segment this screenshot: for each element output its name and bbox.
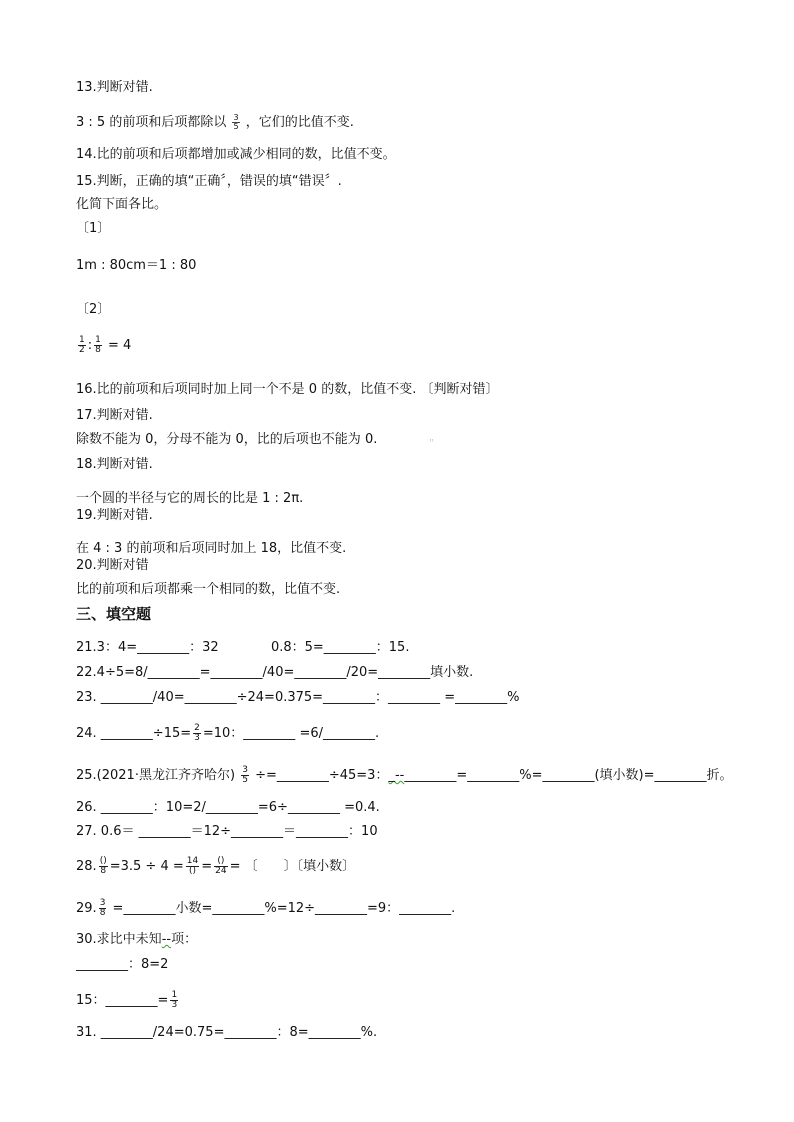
q15-part2-label: 〔2〕 — [76, 302, 111, 317]
q29: 29. $\frac{3}{8}$ =________小数=________%=12÷________=9：________. — [76, 898, 456, 918]
q30-fraction: $\frac{1}{3}$ — [171, 990, 178, 1010]
q19-title: 19.判断对错. — [76, 508, 153, 523]
q29-fraction: $\frac{3}{8}$ — [99, 898, 106, 918]
section-3-heading: 三、填空题 — [76, 605, 152, 623]
q20-title: 20.判断对错 — [76, 558, 149, 573]
q30-line-1: ________：8=2 — [76, 957, 169, 972]
q23: 23. ________/40=________÷24=0.375=________：________ =________% — [76, 690, 520, 705]
q30-title: 30.求比中未知--项： — [76, 932, 198, 947]
q21-part-b: 0.8：5=________：15. — [270, 640, 410, 655]
q21 — [76, 640, 409, 656]
q15-title: 15.判断，正确的填“正确〞，错误的填“错误〞. — [76, 174, 342, 189]
q27: 27. 0.6＝ ________＝12÷________＝________：10 — [76, 824, 378, 839]
q24: 24. ________÷15= $\frac{2}{3}$ =10：________ =6/________. — [76, 723, 380, 743]
q22: 22.4÷5=8/________=________/40=________/20=________填小数. — [76, 665, 474, 680]
q28-frac-1: $\frac{()}{8}$ — [99, 856, 107, 876]
q16-title: 16.比的前项和后项同时加上同一个不是 0 的数，比值不变. 〔判断对错〕 — [76, 382, 499, 397]
q14-title: 14.比的前项和后项都增加或减少相同的数，比值不变。 — [76, 147, 396, 162]
q25: 25.(2021·黑龙江齐齐哈尔) $\frac{3}{5}$ ÷=________÷45=3：_--________=________%=________(填小数)=________折。 — [76, 765, 733, 785]
q15-frac-eighth: $\frac{1}{8}$ — [95, 335, 101, 355]
q15-part1-expr: 1m : 80cm＝1 : 80 — [76, 258, 197, 273]
q25-fraction: $\frac{3}{5}$ — [242, 765, 248, 785]
q17-body: 除数不能为 0，分母不能为 0，比的后项也不能为 0. — [76, 432, 378, 447]
q28: 28. $\frac{()}{8}$ =3.5 ÷ 4 = $\frac{14}{()}$ = $\frac{()}{24}$ = 〔 〕〔填小数〕 — [76, 856, 356, 876]
q15-intro: 化简下面各比。 — [76, 197, 168, 212]
q18-title: 18.判断对错. — [76, 457, 153, 472]
q17-title: 17.判断对错. — [76, 408, 153, 423]
q28-frac-3: $\frac{()}{24}$ — [215, 856, 227, 876]
q26: 26. ________：10=2/________=6÷________ =0.4. — [76, 800, 380, 815]
q21-part-a: 21.3：4=________：32 — [76, 640, 219, 655]
q31: 31. ________/24=0.75=________：8=________%. — [76, 1025, 378, 1040]
q17-tag: [ ] — [430, 438, 434, 442]
q18-body: 一个圆的半径与它的周长的比是 1 : 2π. — [76, 491, 304, 506]
q15-part2-expr: $\frac{1}{2}$ : $\frac{1}{8}$ = 4 — [79, 335, 132, 355]
q19-body: 在 4 : 3 的前项和后项同时加上 18，比值不变. — [76, 541, 347, 556]
q13-statement — [76, 114, 354, 131]
q28-frac-2: $\frac{14}{()}$ — [186, 856, 199, 876]
q13-title: 13.判断对错. — [76, 80, 153, 95]
q24-fraction: $\frac{2}{3}$ — [194, 723, 200, 743]
q20-body: 比的前项和后项都乘一个相同的数，比值不变. — [76, 582, 341, 597]
q15-part1-label: 〔1〕 — [76, 221, 111, 236]
q13-pre: 3 : 5 的前项和后项都除以 — [76, 115, 227, 130]
q15-frac-half: $\frac{1}{2}$ — [79, 335, 85, 355]
q13-post: ，它们的比值不变. — [245, 115, 354, 130]
q13-fraction: $\frac{3}{5}$ — [233, 113, 239, 131]
q30-line-2: 15：________= $\frac{1}{3}$ — [76, 990, 178, 1010]
